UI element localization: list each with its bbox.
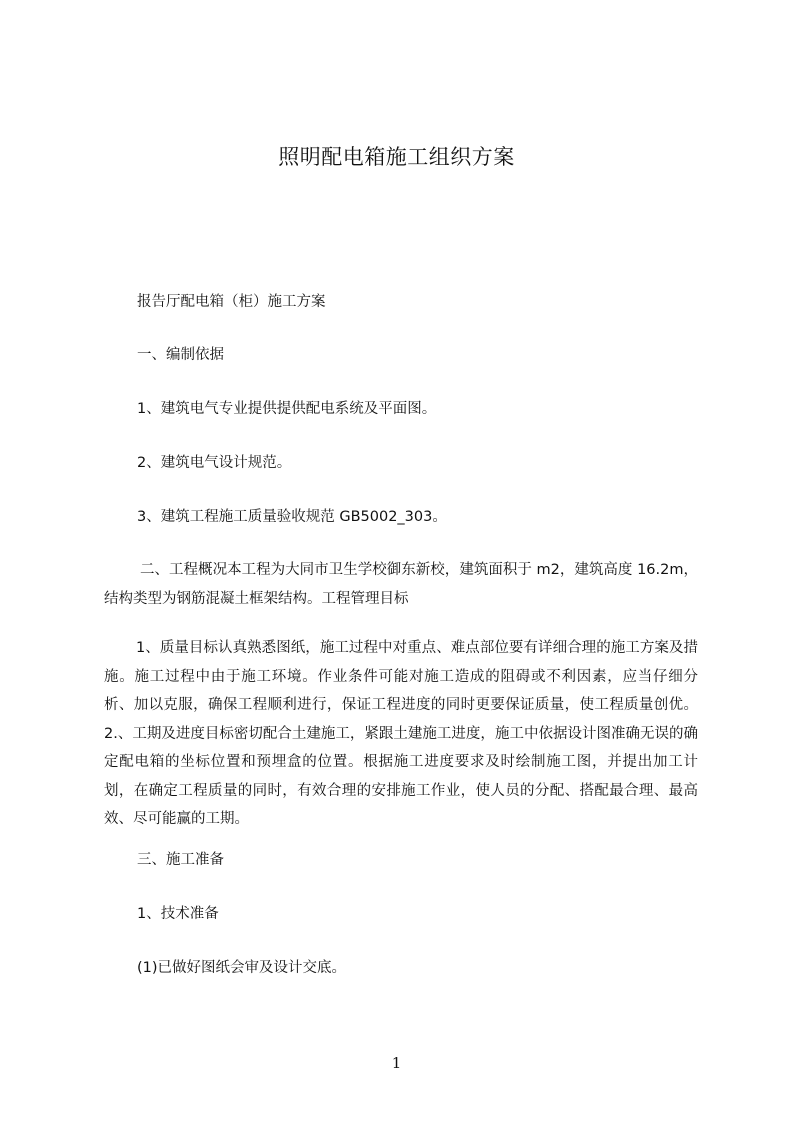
page-number: 1 <box>391 1054 402 1072</box>
section-heading-preparation: 三、施工准备 <box>137 852 224 868</box>
document-title: 照明配电箱施工组织方案 <box>278 145 515 169</box>
list-item: 2、建筑电气设计规范。 <box>137 455 292 471</box>
list-item: 1、建筑电气专业提供提供配电系统及平面图。 <box>137 401 437 417</box>
section-heading-basis: 一、编制依据 <box>137 347 224 363</box>
subtitle-paragraph: 报告厅配电箱（柜）施工方案 <box>137 294 326 310</box>
list-item: 3、建筑工程施工质量验收规范 GB5002_303。 <box>137 509 447 525</box>
project-overview-paragraph: 二、工程概况本工程为大同市卫生学校御东新校，建筑面积于 m2，建筑高度 16.2m，结构类型为钢筋混凝土框架结构。工程管理目标 <box>104 562 698 607</box>
quality-schedule-paragraph: 1、质量目标认真熟悉图纸，施工过程中对重点、难点部位要有详细合理的施工方案及措施。施工过程中由于施工环境。作业条件可能对施工造成的阻碍或不利因素，应当仔细分析、加以克服，确保工程顺利进行，保证工程进度的同时更要保证质量，使工程质量创优。2.、工期及进度目标密切配合土建施工，紧跟土建施工进度，施工中依据设计图准确无误的确定配电箱的坐标位置和预埋盒的位置。根据施工进度要求及时绘制施工图，并提出加工计划，在确定工程质量的同时，有效合理的安排施工作业，使人员的分配、搭配最合理、最高效、尽可能赢的工期。 <box>104 640 698 827</box>
subsection-heading: 1、技术准备 <box>137 906 219 922</box>
list-item: (1)已做好图纸会审及设计交底。 <box>137 960 347 976</box>
